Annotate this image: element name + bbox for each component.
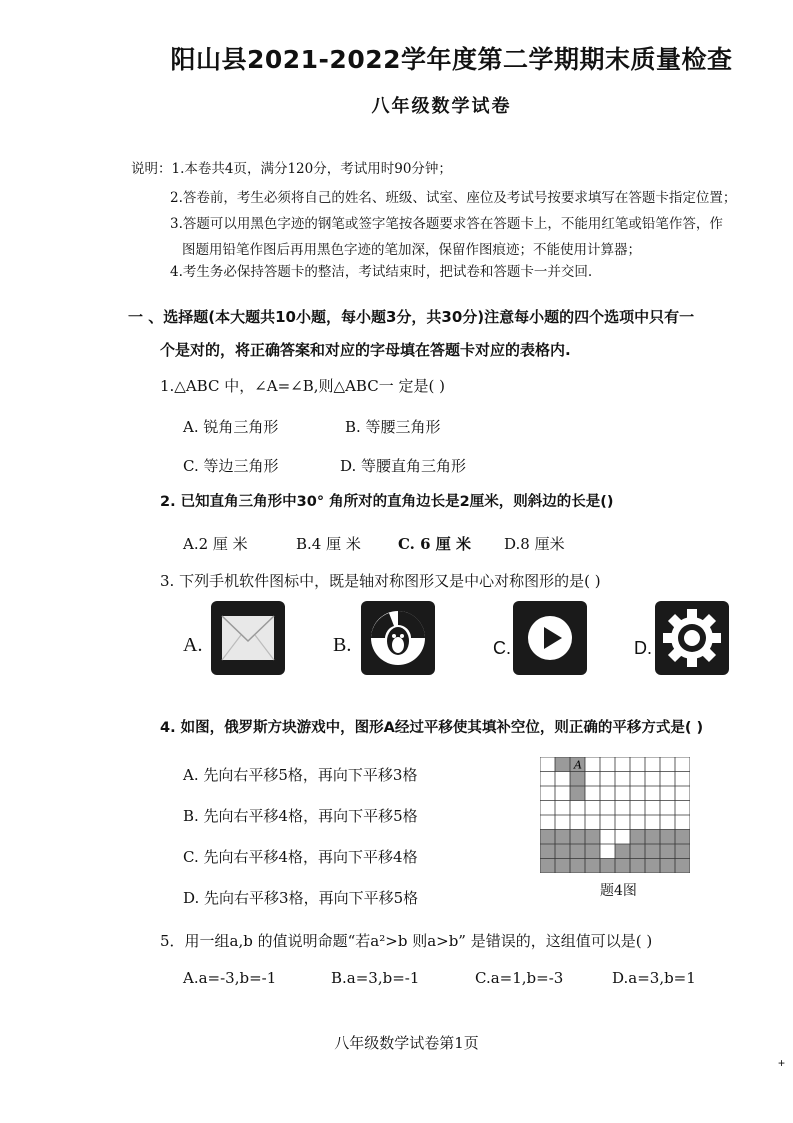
grid-filled-cell xyxy=(630,830,645,845)
question-5-stem: 5．用一组a,b 的值说明命题“若a²>b 则a>b” 是错误的，这组值可以是( ) xyxy=(160,932,653,950)
penguin-chat-icon xyxy=(361,601,435,675)
note-line-5: 4.考生务必保持答题卡的整洁，考试结束时，把试卷和答题卡一并交回. xyxy=(170,264,593,280)
exam-subtitle: 八年级数学试卷 xyxy=(371,96,512,117)
grid-filled-cell xyxy=(570,786,585,801)
exam-title: 阳山县2021-2022学年度第二学期期末质量检查 xyxy=(170,45,733,74)
grid-filled-cell xyxy=(540,844,555,859)
question-2-option-c: C. 6 厘 米 xyxy=(398,535,472,553)
grid-filled-cell xyxy=(645,844,660,859)
grid-filled-cell xyxy=(600,859,615,874)
figure-piece-label: A xyxy=(574,758,582,772)
question-4-option-d: D. 先向右平移3格，再向下平移5格 xyxy=(183,889,419,907)
grid-filled-cell xyxy=(585,844,600,859)
question-4-option-b: B. 先向右平移4格，再向下平移5格 xyxy=(183,807,418,825)
note-line-3: 3.答题可以用黑色字迹的钢笔或签字笔按各题要求答在答题卡上，不能用红笔或铅笔作答，作 xyxy=(170,216,723,232)
page-footer: 八年级数学试卷第1页 xyxy=(334,1034,479,1052)
note-line-2: 2.答卷前，考生必须将自己的姓名、班级、试室、座位及考试号按要求填写在答题卡指定位置； xyxy=(170,190,737,206)
question-5-option-c: C.a=1,b=-3 xyxy=(475,969,564,987)
question-1-option-a: A. 锐角三角形 xyxy=(183,418,279,436)
grid-filled-cell xyxy=(570,859,585,874)
grid-filled-cell xyxy=(540,830,555,845)
question-3-label-a: A. xyxy=(183,634,203,656)
grid-filled-cell xyxy=(630,859,645,874)
tetris-grid-figure xyxy=(540,757,690,873)
question-4-option-c: C. 先向右平移4格，再向下平移4格 xyxy=(183,848,418,866)
grid-filled-cell xyxy=(585,859,600,874)
envelope-icon xyxy=(211,601,285,675)
grid-filled-cell xyxy=(675,844,690,859)
grid-filled-cell xyxy=(645,830,660,845)
note-line-4: 图题用铅笔作图后再用黑色字迹的笔加深，保留作图痕迹；不能使用计算器； xyxy=(182,242,641,258)
corner-mark: + xyxy=(778,1056,786,1070)
question-1-option-b: B. 等腰三角形 xyxy=(345,418,441,436)
figure-caption: 题4图 xyxy=(600,883,637,899)
question-2-stem: 2. 已知直角三角形中30° 角所对的直角边长是2厘米，则斜边的长是() xyxy=(160,494,614,510)
question-2-option-b: B.4 厘 米 xyxy=(296,535,361,553)
question-1-option-d: D. 等腰直角三角形 xyxy=(340,457,467,475)
grid-filled-cell xyxy=(645,859,660,874)
question-3-label-d: D. xyxy=(634,638,652,658)
grid-filled-cell xyxy=(570,844,585,859)
play-icon xyxy=(513,601,587,675)
question-5-option-d: D.a=3,b=1 xyxy=(612,969,696,987)
grid-filled-cell xyxy=(675,859,690,874)
grid-filled-cell xyxy=(540,859,555,874)
grid-filled-cell xyxy=(555,830,570,845)
grid-filled-cell xyxy=(660,859,675,874)
grid-filled-cell xyxy=(630,844,645,859)
question-4-option-a: A. 先向右平移5格，再向下平移3格 xyxy=(183,766,418,784)
grid-filled-cell xyxy=(615,844,630,859)
question-2-option-d: D.8 厘米 xyxy=(504,535,565,553)
grid-filled-cell xyxy=(555,757,570,772)
grid-filled-cell xyxy=(555,859,570,874)
grid-filled-cell xyxy=(555,844,570,859)
grid-filled-cell xyxy=(615,859,630,874)
grid-filled-cell xyxy=(660,830,675,845)
grid-filled-cell xyxy=(570,830,585,845)
question-5-option-b: B.a=3,b=-1 xyxy=(331,969,420,987)
question-3-label-c: C. xyxy=(493,638,511,658)
gear-icon xyxy=(655,601,729,675)
grid-filled-cell xyxy=(660,844,675,859)
section-heading-line-2: 个是对的，将正确答案和对应的字母填在答题卡对应的表格内. xyxy=(160,341,571,359)
grid-filled-cell xyxy=(570,772,585,787)
question-1-stem: 1.△ABC 中，∠A=∠B,则△ABC一 定是( ) xyxy=(160,377,445,395)
question-3-label-b: B. xyxy=(333,634,352,656)
grid-filled-cell xyxy=(585,830,600,845)
grid-filled-cell xyxy=(675,830,690,845)
question-5-option-a: A.a=-3,b=-1 xyxy=(183,969,277,987)
question-1-option-c: C. 等边三角形 xyxy=(183,457,279,475)
question-4-stem: 4. 如图，俄罗斯方块游戏中，图形A经过平移使其填补空位，则正确的平移方式是( ) xyxy=(160,720,704,736)
note-line-1: 说明：1.本卷共4页，满分120分，考试用时90分钟； xyxy=(131,161,452,177)
question-3-stem: 3. 下列手机软件图标中，既是轴对称图形又是中心对称图形的是( ) xyxy=(160,572,601,590)
question-2-option-a: A.2 厘 米 xyxy=(183,535,248,553)
section-heading-line-1: 一 、选择题(本大题共10小题，每小题3分，共30分)注意每小题的四个选项中只有一 xyxy=(128,308,695,326)
